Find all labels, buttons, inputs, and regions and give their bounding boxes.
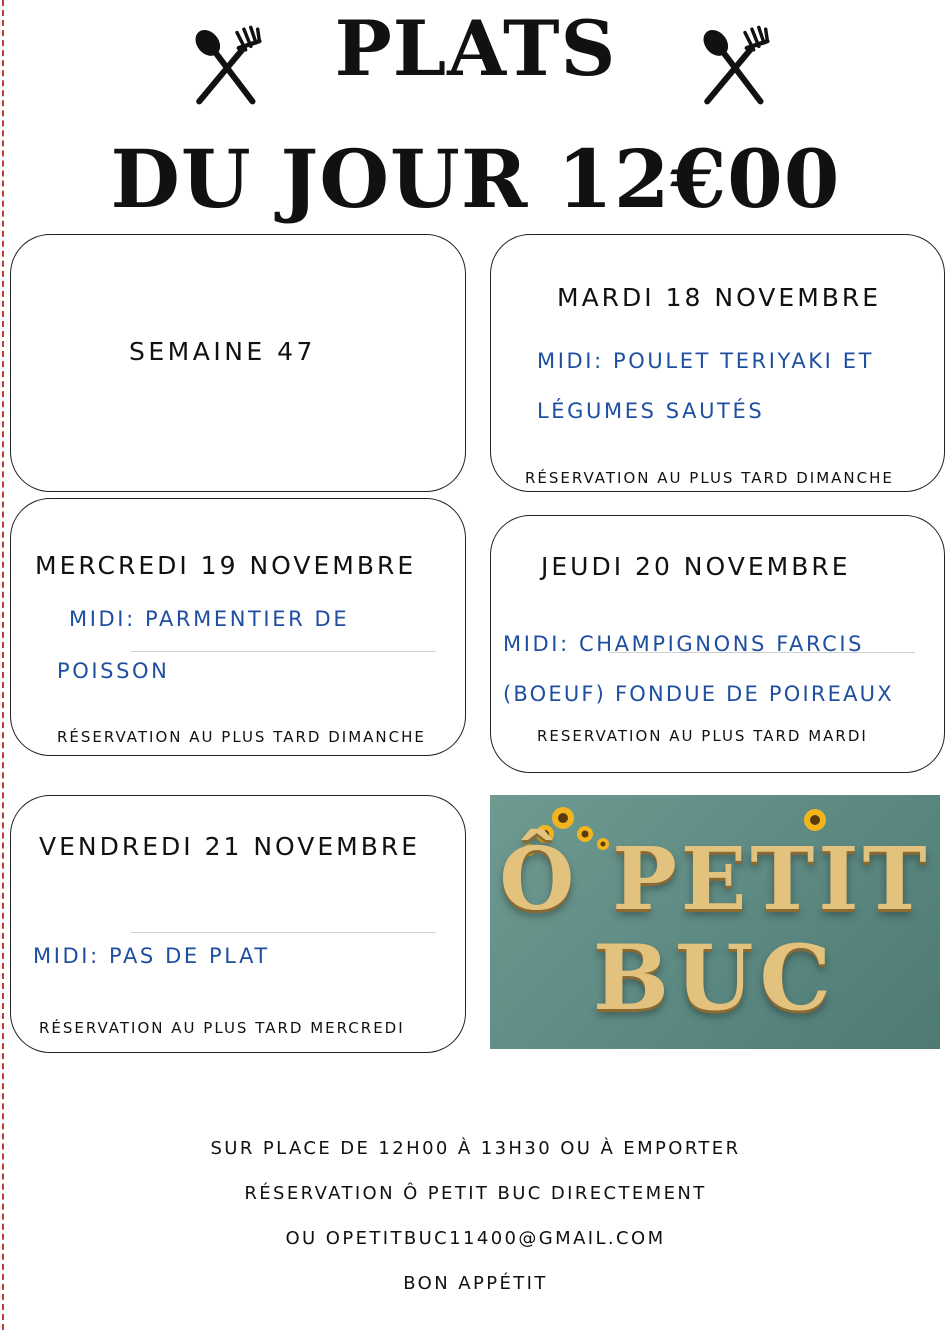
day-card-tuesday <box>490 234 945 492</box>
day-title: MERCREDI 19 NOVEMBRE <box>35 551 417 580</box>
divider <box>131 651 436 652</box>
meal-line-1: MIDI: PARMENTIER DE <box>69 607 350 631</box>
footer-greeting: BON APPÉTIT <box>403 1273 548 1294</box>
day-card-friday <box>10 795 466 1053</box>
divider <box>131 932 436 933</box>
reservation-note: RESERVATION AU PLUS TARD MARDI <box>537 727 868 745</box>
logo-text-line-2: BUC <box>592 925 838 1031</box>
footer-hours: SUR PLACE DE 12H00 À 13H30 OU À EMPORTER <box>210 1138 741 1159</box>
reservation-note: RÉSERVATION AU PLUS TARD DIMANCHE <box>57 728 426 746</box>
footer-email: OU OPETITBUC11400@GMAIL.COM <box>285 1228 666 1249</box>
meal-line-1: MIDI: POULET TERIYAKI ET <box>537 349 875 373</box>
day-card-thursday <box>490 515 945 773</box>
day-card-wednesday <box>10 498 466 756</box>
page-title-line-2: DU JOUR 12€00 <box>110 132 841 226</box>
page-title-line-1: PLATS <box>334 4 617 93</box>
spoon-fork-icon <box>690 24 776 110</box>
meal-line-2: (BOEUF) FONDUE DE POIREAUX <box>503 682 894 706</box>
logo-text-line-1: Ô PETIT <box>499 829 931 930</box>
day-title: MARDI 18 NOVEMBRE <box>557 283 882 312</box>
day-title: JEUDI 20 NOVEMBRE <box>541 552 851 581</box>
footer-reservation: RÉSERVATION Ô PETIT BUC DIRECTEMENT <box>244 1183 707 1204</box>
day-title: VENDREDI 21 NOVEMBRE <box>39 832 421 861</box>
reservation-note: RÉSERVATION AU PLUS TARD DIMANCHE <box>525 469 894 487</box>
restaurant-logo <box>490 795 940 1049</box>
week-label: SEMAINE 47 <box>129 337 316 366</box>
meal-line-2: LÉGUMES SAUTÉS <box>537 399 765 423</box>
week-card <box>10 234 466 492</box>
reservation-note: RÉSERVATION AU PLUS TARD MERCREDI <box>39 1019 405 1037</box>
meal-line-2: POISSON <box>57 659 170 683</box>
meal-line-1: MIDI: CHAMPIGNONS FARCIS <box>503 632 865 656</box>
meal-line-1: MIDI: PAS DE PLAT <box>33 944 270 968</box>
